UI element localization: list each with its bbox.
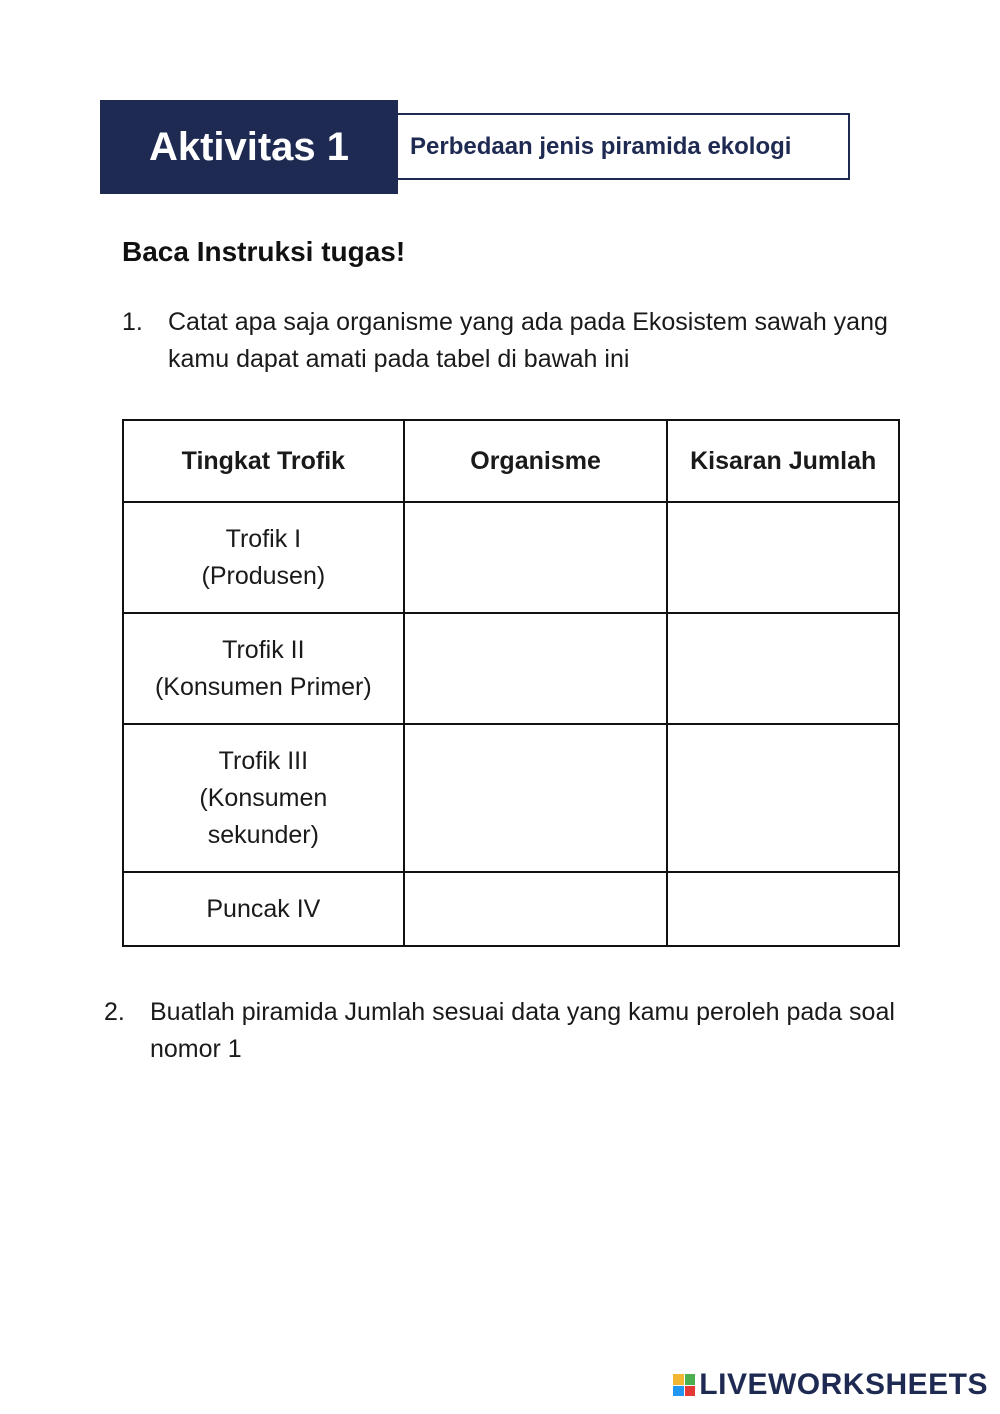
organisme-input-cell[interactable] — [404, 502, 668, 613]
question-number: 1. — [122, 308, 143, 336]
level-cell — [123, 724, 404, 872]
table-row — [123, 613, 899, 724]
organisme-input-cell[interactable] — [404, 724, 668, 872]
level-line: Trofik III — [218, 746, 309, 775]
liveworksheets-brand[interactable] — [673, 1368, 988, 1402]
level-line: sekunder) — [207, 820, 319, 849]
trophic-table — [122, 419, 900, 947]
level-cell — [123, 502, 404, 613]
level-cell — [123, 872, 404, 946]
level-line: Trofik I — [225, 524, 302, 553]
level-line: (Konsumen Primer) — [154, 672, 372, 701]
brand-name: LIVEWORKSHEETS — [699, 1368, 988, 1401]
level-line: Trofik II — [222, 635, 305, 664]
level-line: (Produsen) — [201, 561, 326, 590]
activity-subtitle: Perbedaan jenis piramida ekologi — [396, 113, 850, 180]
question-2 — [104, 994, 904, 1068]
table-header-row — [123, 420, 899, 502]
table-row — [123, 502, 899, 613]
question-number: 2. — [104, 998, 125, 1026]
table-row — [123, 872, 899, 946]
jumlah-input-cell[interactable] — [667, 872, 899, 946]
organisme-input-cell[interactable] — [404, 613, 668, 724]
question-text: Catat apa saja organisme yang ada pada Ekosistem sawah yang kamu dapat amati pada tabel di bawah ini — [168, 308, 888, 373]
level-line: Puncak IV — [206, 894, 321, 923]
question-1 — [122, 304, 892, 378]
jumlah-input-cell[interactable] — [667, 613, 899, 724]
activity-label: Aktivitas 1 — [100, 100, 398, 194]
level-cell — [123, 613, 404, 724]
organisme-input-cell[interactable] — [404, 872, 668, 946]
instructions-title: Baca Instruksi tugas! — [122, 236, 406, 267]
liveworksheets-logo-icon — [673, 1374, 695, 1396]
question-text: Buatlah piramida Jumlah sesuai data yang kamu peroleh pada soal nomor 1 — [150, 998, 895, 1063]
level-line: (Konsumen — [199, 783, 328, 812]
header-tingkat-trofik: Tingkat Trofik — [123, 420, 404, 502]
header-kisaran-jumlah: Kisaran Jumlah — [667, 420, 899, 502]
table-row — [123, 724, 899, 872]
jumlah-input-cell[interactable] — [667, 724, 899, 872]
header-organisme: Organisme — [404, 420, 668, 502]
jumlah-input-cell[interactable] — [667, 502, 899, 613]
